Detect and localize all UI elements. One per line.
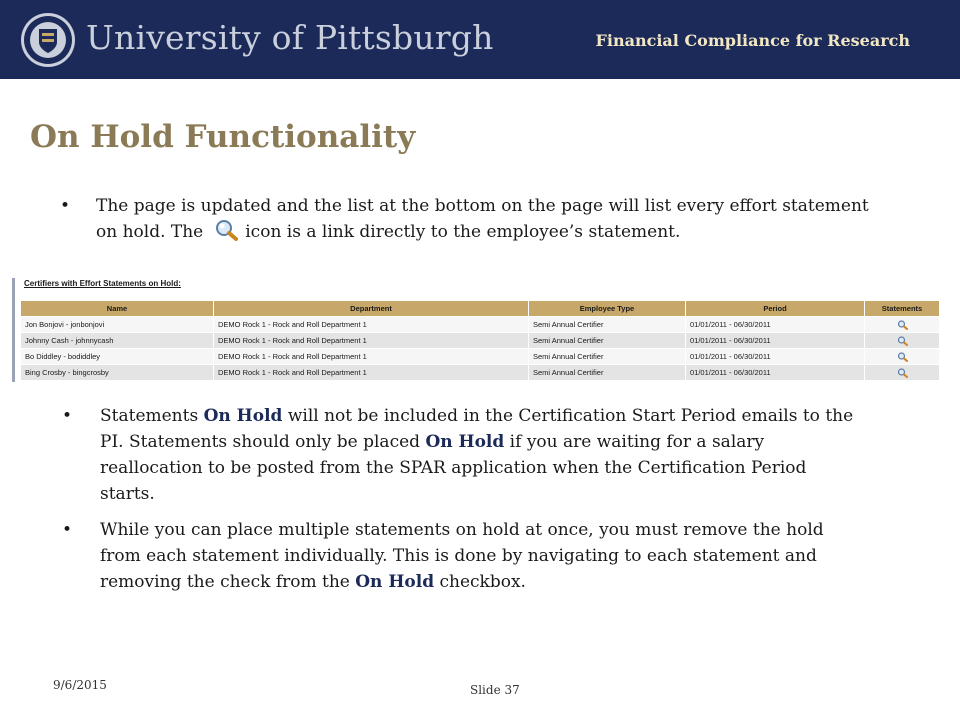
on-hold-table: [20, 300, 940, 381]
header-banner: [0, 0, 960, 79]
on-hold-emphasis: On Hold: [425, 432, 505, 452]
text-segment: if you are waiting for a salary reallocation to be posted from the SPAR application when the Certification Period starts.: [100, 432, 807, 504]
column-header-name: Name: [21, 301, 214, 317]
table-row: [21, 365, 940, 381]
header-subtitle: Financial Compliance for Research: [595, 31, 910, 50]
statement-magnifier-icon[interactable]: [897, 336, 908, 346]
embedded-screenshot: [12, 276, 940, 382]
slide-number: Slide 37: [470, 683, 520, 697]
table-row: [21, 317, 940, 333]
cell-period: 01/01/2011 - 06/30/2011: [686, 349, 865, 365]
bullet-marker: •: [60, 196, 71, 216]
statement-magnifier-icon[interactable]: [897, 320, 908, 330]
bullet-intro-text-after: icon is a link directly to the employee’s statement.: [245, 222, 681, 242]
cell-statements: [865, 333, 940, 349]
university-seal-icon: [20, 12, 76, 68]
cell-period: 01/01/2011 - 06/30/2011: [686, 317, 865, 333]
bullet-intro-text: [96, 193, 876, 245]
table-row: [21, 333, 940, 349]
cell-name: Jon Bonjovi - jonbonjovi: [21, 317, 214, 333]
table-row: [21, 349, 940, 365]
column-header-department: Department: [214, 301, 529, 317]
statement-magnifier-icon[interactable]: [897, 368, 908, 378]
cell-name: Bo Diddley - bodiddley: [21, 349, 214, 365]
magnifier-icon: [213, 219, 239, 241]
cell-department: DEMO Rock 1 - Rock and Roll Department 1: [214, 317, 529, 333]
cell-statements: [865, 349, 940, 365]
screenshot-border: [12, 278, 15, 382]
bullet-marker: •: [62, 520, 73, 540]
cell-period: 01/01/2011 - 06/30/2011: [686, 333, 865, 349]
bullet-text: [100, 517, 860, 595]
cell-employee-type: Semi Annual Certifier: [529, 349, 686, 365]
text-segment: will not be included in the Certification Start Period emails to the PI. Statements should only be placed: [100, 406, 854, 452]
column-header-period: Period: [686, 301, 865, 317]
cell-employee-type: Semi Annual Certifier: [529, 333, 686, 349]
on-hold-emphasis: On Hold: [355, 572, 435, 592]
column-header-employee-type: Employee Type: [529, 301, 686, 317]
slide-title: On Hold Functionality: [30, 119, 416, 155]
cell-employee-type: Semi Annual Certifier: [529, 365, 686, 381]
table-caption: Certifiers with Effort Statements on Hold:: [24, 279, 181, 288]
university-name: University of Pittsburgh: [86, 18, 494, 57]
cell-department: DEMO Rock 1 - Rock and Roll Department 1: [214, 365, 529, 381]
cell-statements: [865, 317, 940, 333]
text-segment: While you can place multiple statements on hold at once, you must remove the hold from each statement individually. This is done by navigating to each statement and removing the check from the: [100, 520, 824, 592]
bullet-item-remove-hold: [62, 517, 862, 595]
bullet-intro-text-before: The page is updated and the list at the bottom on the page will list every effort statement on hold. The: [96, 196, 869, 242]
cell-name: Bing Crosby - bingcrosby: [21, 365, 214, 381]
table-header-row: [21, 301, 940, 317]
text-segment: Statements: [100, 406, 204, 426]
column-header-statements: Statements: [865, 301, 940, 317]
text-segment: checkbox.: [434, 572, 526, 592]
statement-magnifier-icon[interactable]: [897, 352, 908, 362]
bullet-list: [62, 403, 862, 605]
cell-statements: [865, 365, 940, 381]
bullet-item-on-hold-emails: [62, 403, 862, 507]
cell-employee-type: Semi Annual Certifier: [529, 317, 686, 333]
footer-date: 9/6/2015: [53, 678, 107, 692]
on-hold-emphasis: On Hold: [203, 406, 283, 426]
bullet-marker: •: [62, 406, 73, 426]
cell-department: DEMO Rock 1 - Rock and Roll Department 1: [214, 333, 529, 349]
cell-department: DEMO Rock 1 - Rock and Roll Department 1: [214, 349, 529, 365]
cell-period: 01/01/2011 - 06/30/2011: [686, 365, 865, 381]
bullet-text: [100, 403, 860, 507]
cell-name: Johnny Cash - johnnycash: [21, 333, 214, 349]
